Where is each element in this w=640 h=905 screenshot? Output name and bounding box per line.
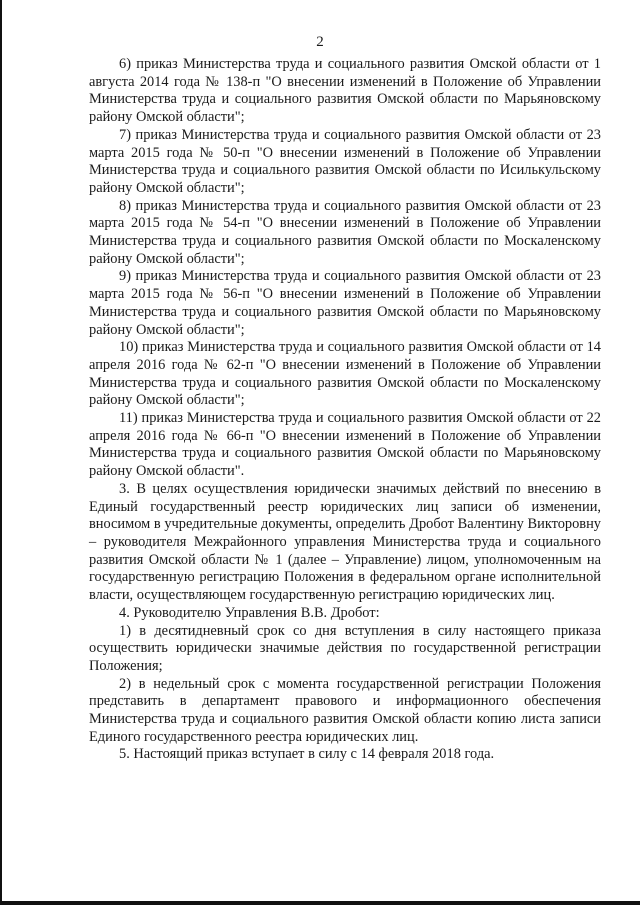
paragraph-item-11: 11) приказ Министерства труда и социального развития Омской области от 22 апреля 2016 года № 66-п "О внесении изменений в Положение об Управлении Министерства труда и социального развития Омской области по Марьяновскому району Омской области". <box>89 410 601 480</box>
paragraph-section-4-item-2: 2) в недельный срок с момента государственной регистрации Положения представить в департамент правового и информационного обеспечения Министерства труда и социального развития Омской области копию листа записи Единого государственного реестра юридических лиц. <box>89 675 601 745</box>
document-body <box>89 56 601 764</box>
paragraph-item-7: 7) приказ Министерства труда и социального развития Омской области от 23 марта 2015 года № 50-п "О внесении изменений в Положение об Управлении Министерства труда и социального развития Омской области по Исилькульскому району Омской области"; <box>89 126 601 196</box>
paragraph-section-5: 5. Настоящий приказ вступает в силу с 14 февраля 2018 года. <box>119 746 495 763</box>
paragraph-item-9: 9) приказ Министерства труда и социального развития Омской области от 23 марта 2015 года № 56-п "О внесении изменений в Положение об Управлении Министерства труда и социального развития Омской области по Марьяновскому району Омской области"; <box>89 268 601 338</box>
paragraph-section-4: 4. Руководителю Управления В.В. Дробот: <box>119 604 380 621</box>
paragraph-section-4-item-1: 1) в десятидневный срок со дня вступления в силу настоящего приказа осуществить юридически значимые действия по государственной регистрации Положения; <box>89 622 601 674</box>
paragraph-item-10: 10) приказ Министерства труда и социального развития Омской области от 14 апреля 2016 года № 62-п "О внесении изменений в Положение об Управлении Министерства труда и социального развития Омской области по Москаленскому району Омской области"; <box>89 339 601 409</box>
paragraph-item-8: 8) приказ Министерства труда и социального развития Омской области от 23 марта 2015 года № 54-п "О внесении изменений в Положение об Управлении Министерства труда и социального развития Омской области по Москаленскому району Омской области"; <box>89 197 601 267</box>
paragraph-item-6: 6) приказ Министерства труда и социального развития Омской области от 1 августа 2014 года № 138-п "О внесении изменений в Положение об Управлении Министерства труда и социального развития Омской области по Марьяновскому району Омской области"; <box>89 56 601 126</box>
scan-left-edge <box>0 0 2 905</box>
page-number: 2 <box>316 34 324 50</box>
scan-bottom-edge <box>0 901 640 905</box>
paragraph-section-3: 3. В целях осуществления юридически значимых действий по внесению в Единый государственный реестр юридических лиц записи об изменении, вносимом в учредительные документы, определить Дробот Валентину Викторовну – руководителя Межрайонного управления Министерства труда и социального развития Омской области № 1 (далее – Управление) лицом, уполномоченным на государственную регистрацию Положения в федеральном органе исполнительной власти, осуществляющем государственную регистрацию юридических лиц. <box>89 480 601 604</box>
